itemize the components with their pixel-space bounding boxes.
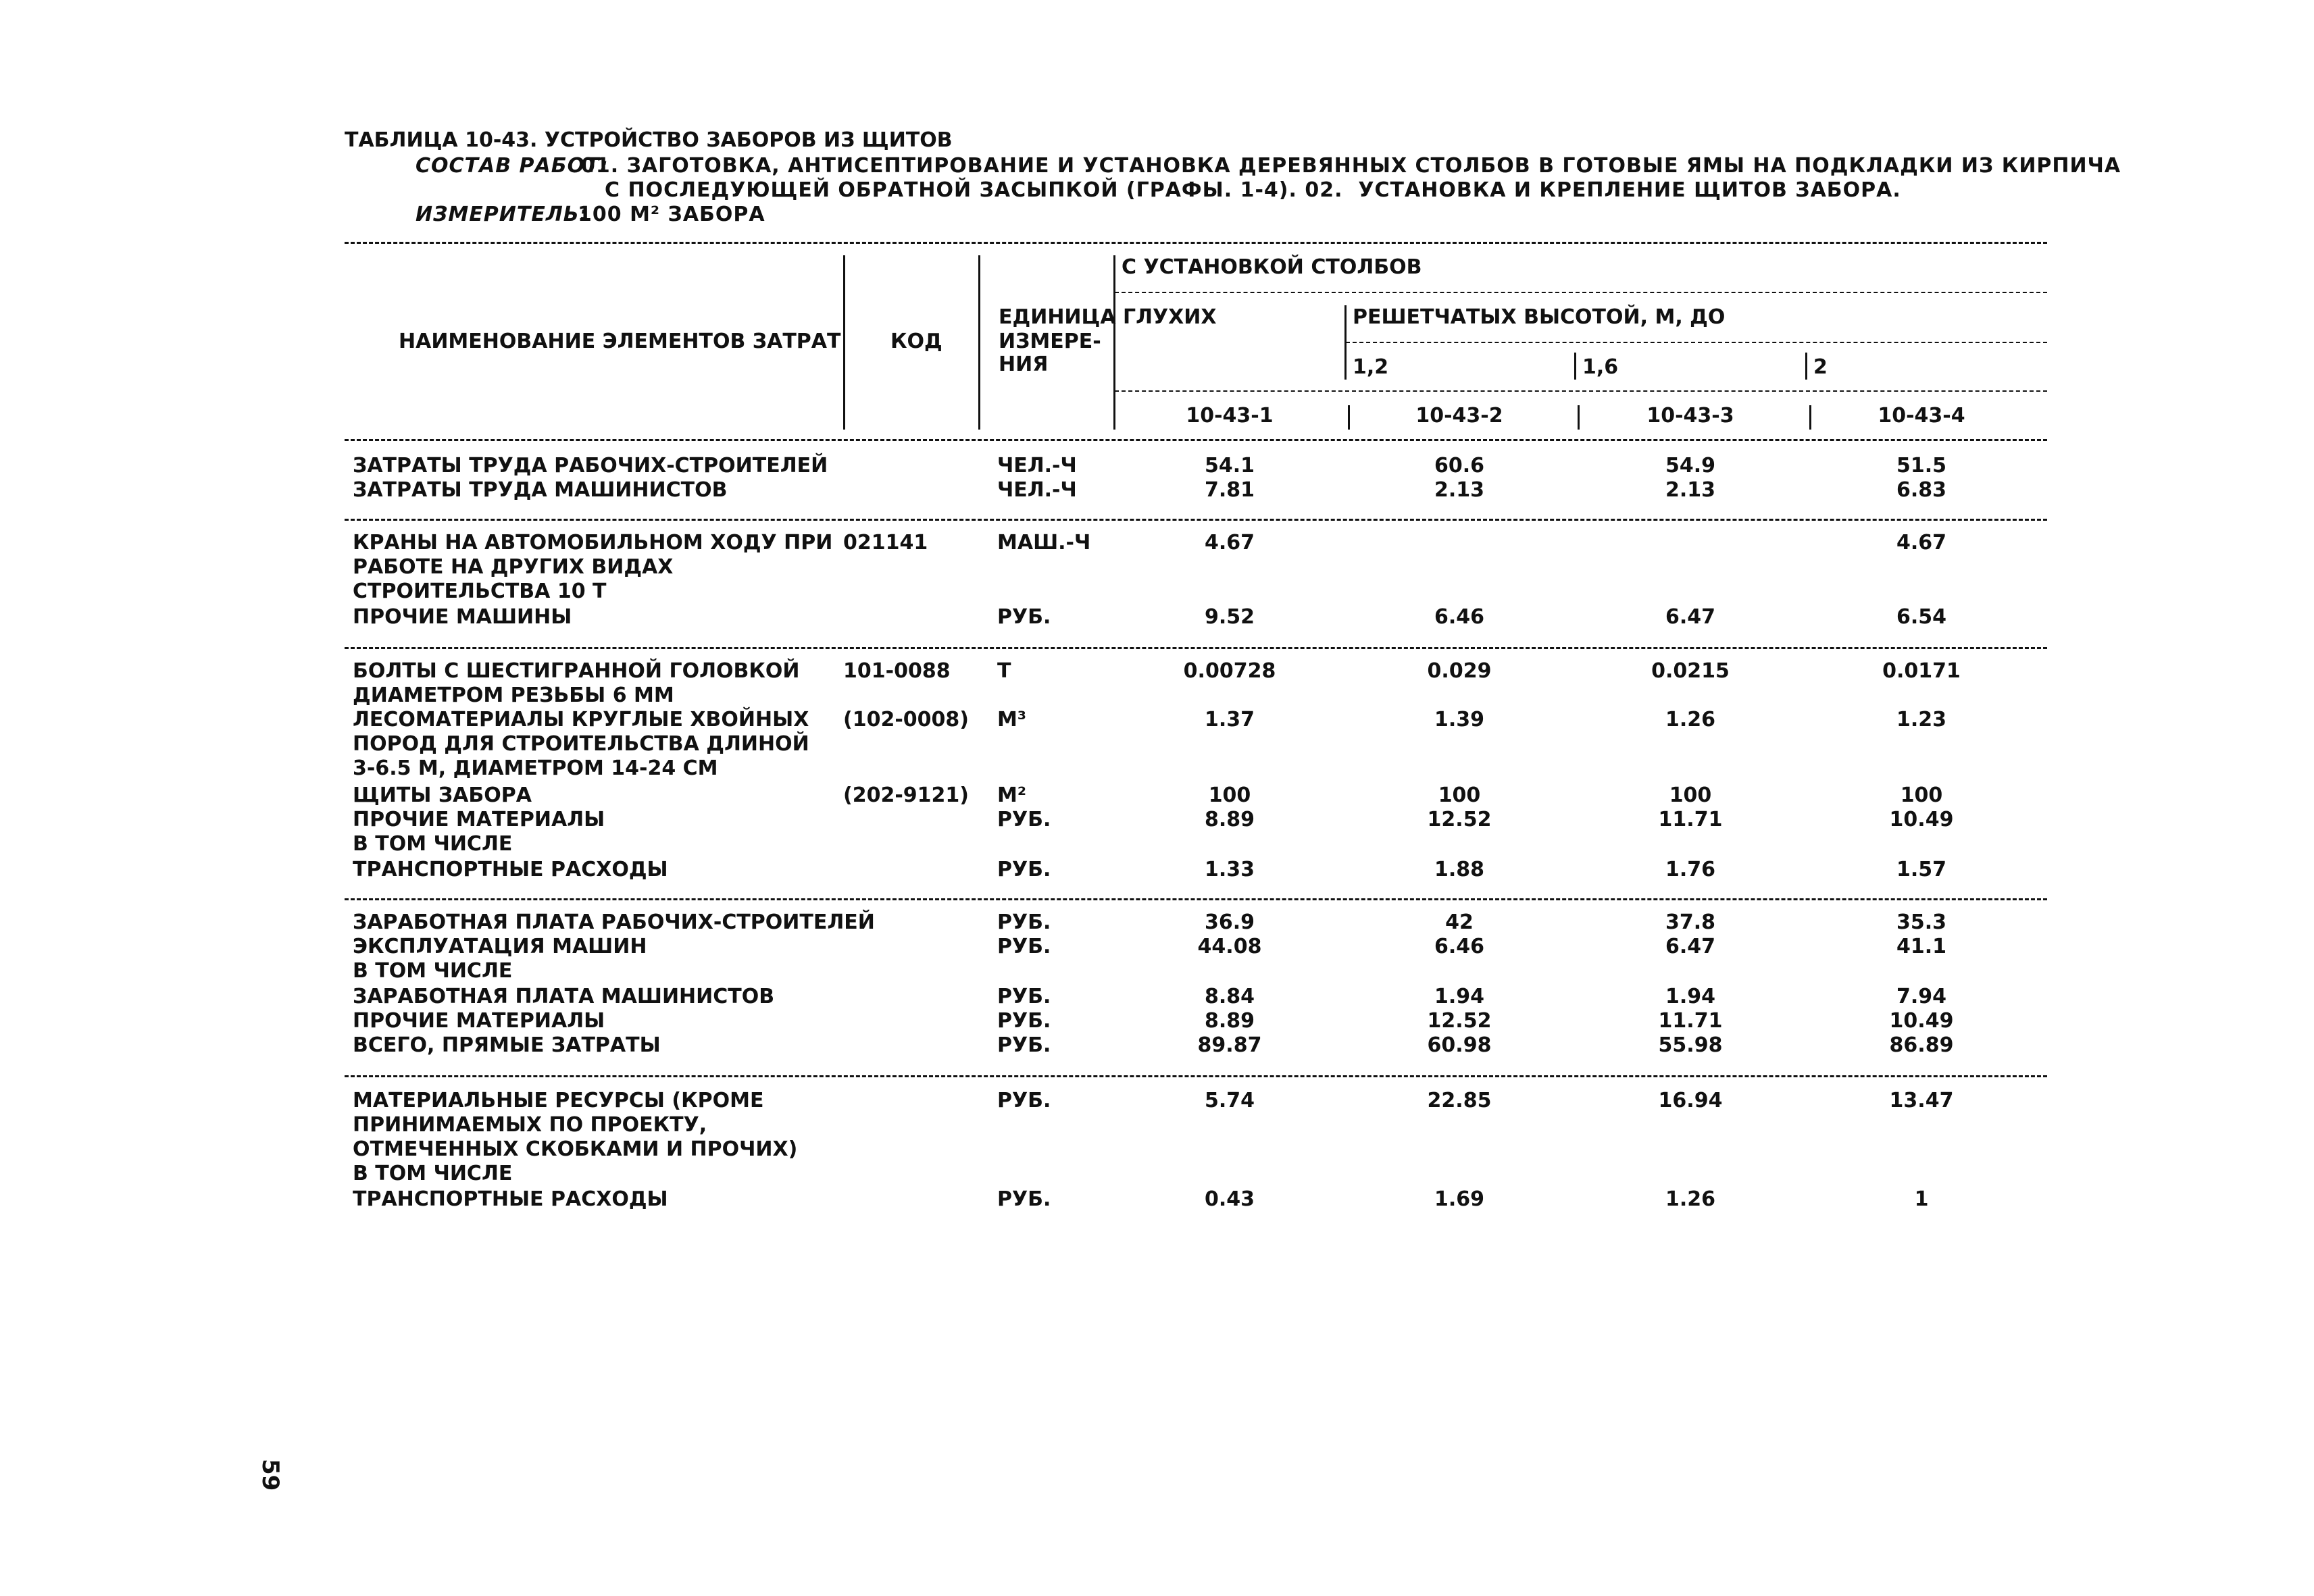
header-divider-3	[1113, 255, 1115, 430]
page-number: 59	[257, 1459, 284, 1491]
row-value-3: 6.47	[1665, 935, 1716, 958]
col-header-height-3: 2	[1813, 355, 1828, 379]
row-value-2: 1.69	[1434, 1187, 1485, 1211]
col-code-3: 10-43-3	[1646, 404, 1734, 428]
row-value-2: 6.46	[1434, 605, 1485, 629]
col-header-height-2: 1,6	[1582, 355, 1619, 379]
row-value-4: 7.94	[1896, 985, 1947, 1008]
row-value-1: 8.84	[1204, 985, 1255, 1008]
col-header-solid: ГЛУХИХ	[1123, 305, 1217, 329]
row-value-2: 1.94	[1434, 985, 1485, 1008]
row-value-4: 10.49	[1889, 1009, 1954, 1033]
row-unit: М²	[997, 783, 1026, 807]
row-name: ЛЕСОМАТЕРИАЛЫ КРУГЛЫЕ ХВОЙНЫХ	[353, 708, 809, 731]
row-name: ПОРОД ДЛЯ СТРОИТЕЛЬСТВА ДЛИНОЙ	[353, 732, 809, 756]
section-rule-3	[345, 898, 2047, 900]
row-name: БОЛТЫ С ШЕСТИГРАННОЙ ГОЛОВКОЙ	[353, 659, 800, 683]
row-code: 021141	[843, 531, 928, 555]
row-unit: РУБ.	[997, 910, 1051, 934]
row-value-1: 0.43	[1204, 1187, 1255, 1211]
table-top-rule	[345, 242, 2047, 244]
row-value-2: 22.85	[1427, 1089, 1492, 1112]
row-value-1: 100	[1208, 783, 1251, 807]
table-title: ТАБЛИЦА 10-43. УСТРОЙСТВО ЗАБОРОВ ИЗ ЩИТОВ	[345, 128, 953, 152]
row-unit: РУБ.	[997, 605, 1051, 629]
row-value-4: 0.0171	[1882, 659, 1961, 683]
row-name: ПРОЧИЕ МАТЕРИАЛЫ	[353, 808, 605, 831]
row-value-1: 44.08	[1197, 935, 1262, 958]
row-name: 3-6.5 М, ДИАМЕТРОМ 14-24 СМ	[353, 756, 718, 780]
row-value-3: 16.94	[1658, 1089, 1723, 1112]
row-unit: РУБ.	[997, 935, 1051, 958]
col-header-unit-3: НИЯ	[999, 353, 1049, 376]
row-value-1: 1.37	[1204, 708, 1255, 731]
row-value-2: 42	[1445, 910, 1474, 934]
section-rule-1	[345, 519, 2047, 521]
col-header-name: НАИМЕНОВАНИЕ ЭЛЕМЕНТОВ ЗАТРАТ	[399, 330, 841, 353]
row-name: В ТОМ ЧИСЛЕ	[353, 959, 513, 983]
row-unit: М³	[997, 708, 1026, 731]
row-name: ДИАМЕТРОМ РЕЗЬБЫ 6 ММ	[353, 684, 674, 707]
col-header-group: С УСТАНОВКОЙ СТОЛБОВ	[1122, 255, 1422, 279]
row-code: 101-0088	[843, 659, 951, 683]
row-value-3: 54.9	[1665, 454, 1716, 478]
row-unit: Т	[997, 659, 1011, 683]
row-name: ПРОЧИЕ МАШИНЫ	[353, 605, 572, 629]
header-divider-5	[1574, 353, 1576, 380]
row-value-1: 9.52	[1204, 605, 1255, 629]
col-code-4: 10-43-4	[1878, 404, 1965, 428]
row-value-4: 4.67	[1896, 531, 1947, 555]
header-rule-3	[1115, 390, 2047, 392]
composition-line-1: 01. ЗАГОТОВКА, АНТИСЕПТИРОВАНИЕ И УСТАНОВКА ДЕРЕВЯННЫХ СТОЛБОВ В ГОТОВЫЕ ЯМЫ НА ПОДКЛАДКИ ИЗ КИРПИЧА	[581, 154, 2121, 178]
row-unit: ЧЕЛ.-Ч	[997, 478, 1077, 502]
row-name: ЗАРАБОТНАЯ ПЛАТА МАШИНИСТОВ	[353, 985, 775, 1008]
composition-line-2: С ПОСЛЕДУЮЩЕЙ ОБРАТНОЙ ЗАСЫПКОЙ (ГРАФЫ. 1-4). 02. УСТАНОВКА И КРЕПЛЕНИЕ ЩИТОВ ЗАБОРА.	[605, 178, 1901, 202]
col-header-unit-1: ЕДИНИЦА	[999, 305, 1116, 329]
col-code-1: 10-43-1	[1186, 404, 1274, 428]
row-unit: РУБ.	[997, 985, 1051, 1008]
header-rule-1	[1115, 292, 2047, 293]
row-value-4: 10.49	[1889, 808, 1954, 831]
row-value-2: 6.46	[1434, 935, 1485, 958]
row-value-1: 54.1	[1204, 454, 1255, 478]
row-value-3: 11.71	[1658, 1009, 1723, 1033]
col-header-unit-2: ИЗМЕРЕ-	[999, 330, 1101, 353]
row-value-1: 4.67	[1204, 531, 1255, 555]
row-unit: РУБ.	[997, 1089, 1051, 1112]
row-unit: РУБ.	[997, 1009, 1051, 1033]
row-code: (202-9121)	[843, 783, 969, 807]
row-name: ОТМЕЧЕННЫХ СКОБКАМИ И ПРОЧИХ)	[353, 1137, 798, 1161]
row-unit: МАШ.-Ч	[997, 531, 1091, 555]
row-value-4: 41.1	[1896, 935, 1947, 958]
row-code: (102-0008)	[843, 708, 969, 731]
row-unit: РУБ.	[997, 1187, 1051, 1211]
header-divider-7	[1348, 405, 1350, 430]
row-value-4: 1	[1914, 1187, 1929, 1211]
row-name: МАТЕРИАЛЬНЫЕ РЕСУРСЫ (КРОМЕ	[353, 1089, 764, 1112]
row-value-3: 1.26	[1665, 1187, 1716, 1211]
row-value-4: 51.5	[1896, 454, 1947, 478]
row-name: В ТОМ ЧИСЛЕ	[353, 1162, 513, 1185]
row-value-2: 12.52	[1427, 808, 1492, 831]
row-value-4: 1.57	[1896, 858, 1947, 881]
row-name: ЗАРАБОТНАЯ ПЛАТА РАБОЧИХ-СТРОИТЕЛЕЙ	[353, 910, 875, 934]
row-value-1: 1.33	[1204, 858, 1255, 881]
row-name: В ТОМ ЧИСЛЕ	[353, 832, 513, 856]
row-value-4: 6.54	[1896, 605, 1947, 629]
section-rule-4	[345, 1075, 2047, 1077]
measure-value: 100 М² ЗАБОРА	[578, 203, 765, 226]
col-header-code: КОД	[890, 330, 942, 353]
row-unit: РУБ.	[997, 808, 1051, 831]
row-value-1: 5.74	[1204, 1089, 1255, 1112]
col-header-height-1: 1,2	[1353, 355, 1389, 379]
composition-label: СОСТАВ РАБОТ:	[416, 154, 609, 178]
row-value-2: 0.029	[1427, 659, 1492, 683]
row-name: ПРИНИМАЕМЫХ ПО ПРОЕКТУ,	[353, 1113, 707, 1137]
row-unit: ЧЕЛ.-Ч	[997, 454, 1077, 478]
header-divider-2	[978, 255, 980, 430]
row-value-1: 8.89	[1204, 808, 1255, 831]
header-divider-6	[1805, 353, 1807, 380]
col-code-2: 10-43-2	[1415, 404, 1503, 428]
section-rule-2	[345, 647, 2047, 649]
row-name: ВСЕГО, ПРЯМЫЕ ЗАТРАТЫ	[353, 1033, 661, 1057]
row-value-4: 1.23	[1896, 708, 1947, 731]
row-value-3: 1.94	[1665, 985, 1716, 1008]
header-divider-1	[843, 255, 845, 430]
row-name: СТРОИТЕЛЬСТВА 10 Т	[353, 580, 607, 603]
col-header-lattice: РЕШЕТЧАТЫХ ВЫСОТОЙ, М, ДО	[1353, 305, 1726, 329]
row-value-3: 1.26	[1665, 708, 1716, 731]
row-value-2: 60.6	[1434, 454, 1485, 478]
header-bottom-rule	[345, 439, 2047, 441]
row-name: ЗАТРАТЫ ТРУДА РАБОЧИХ-СТРОИТЕЛЕЙ	[353, 454, 828, 478]
row-value-3: 100	[1669, 783, 1712, 807]
row-value-1: 89.87	[1197, 1033, 1262, 1057]
row-name: ТРАНСПОРТНЫЕ РАСХОДЫ	[353, 1187, 668, 1211]
row-name: ЩИТЫ ЗАБОРА	[353, 783, 532, 807]
row-value-3: 55.98	[1658, 1033, 1723, 1057]
row-value-1: 0.00728	[1183, 659, 1276, 683]
row-value-1: 8.89	[1204, 1009, 1255, 1033]
row-value-4: 35.3	[1896, 910, 1947, 934]
row-name: ТРАНСПОРТНЫЕ РАСХОДЫ	[353, 858, 668, 881]
header-rule-2	[1346, 342, 2047, 343]
row-unit: РУБ.	[997, 1033, 1051, 1057]
row-value-3: 0.0215	[1651, 659, 1730, 683]
row-value-3: 2.13	[1665, 478, 1716, 502]
row-value-2: 1.88	[1434, 858, 1485, 881]
row-value-3: 6.47	[1665, 605, 1716, 629]
row-unit: РУБ.	[997, 858, 1051, 881]
header-divider-9	[1809, 405, 1811, 430]
row-value-3: 11.71	[1658, 808, 1723, 831]
header-divider-8	[1578, 405, 1580, 430]
row-value-1: 36.9	[1204, 910, 1255, 934]
row-value-4: 13.47	[1889, 1089, 1954, 1112]
row-name: КРАНЫ НА АВТОМОБИЛЬНОМ ХОДУ ПРИ	[353, 531, 833, 555]
row-value-2: 60.98	[1427, 1033, 1492, 1057]
row-value-1: 7.81	[1204, 478, 1255, 502]
row-value-2: 12.52	[1427, 1009, 1492, 1033]
row-value-2: 1.39	[1434, 708, 1485, 731]
row-value-2: 100	[1438, 783, 1481, 807]
row-name: РАБОТЕ НА ДРУГИХ ВИДАХ	[353, 555, 674, 579]
row-value-4: 100	[1900, 783, 1943, 807]
row-name: ЗАТРАТЫ ТРУДА МАШИНИСТОВ	[353, 478, 728, 502]
row-value-4: 6.83	[1896, 478, 1947, 502]
row-value-2: 2.13	[1434, 478, 1485, 502]
row-name: ПРОЧИЕ МАТЕРИАЛЫ	[353, 1009, 605, 1033]
row-value-3: 1.76	[1665, 858, 1716, 881]
measure-label: ИЗМЕРИТЕЛЬ:	[416, 203, 588, 226]
row-value-3: 37.8	[1665, 910, 1716, 934]
row-name: ЭКСПЛУАТАЦИЯ МАШИН	[353, 935, 647, 958]
row-value-4: 86.89	[1889, 1033, 1954, 1057]
